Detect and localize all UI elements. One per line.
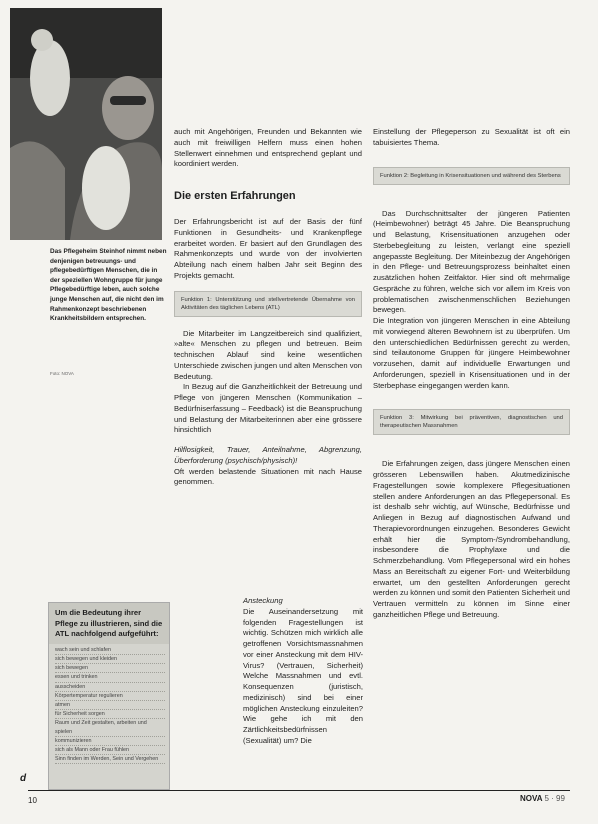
list-item: kommunizieren: [55, 737, 165, 746]
magazine-issue: [520, 794, 565, 803]
issue-number: 5 · 99: [544, 794, 565, 803]
column-middle-lower: [243, 596, 363, 747]
photo-person-with-bird: [10, 8, 162, 240]
section-heading: Die ersten Erfahrungen: [174, 190, 296, 202]
list-item: sich als Mann oder Frau fühlen: [55, 746, 165, 755]
list-item: sich bewegen und kleiden: [55, 655, 165, 664]
paragraph: Der Erfahrungsbericht ist auf der Basis der fünf Funktionen in Gesundheits- und Krankenpflege erarbeitet worden. Er basiert auf den Grundlagen des Rahmenkonzepts und wurde von der involvierten Abteilung nach einem halben Jahr seit Beginn des Projekts gemacht.: [174, 217, 362, 280]
paragraph: Oft werden belastende Situationen mit nach Hause genommen.: [174, 466, 362, 487]
paragraph: Die Auseinandersetzung mit folgenden Fragestellungen ist wichtig. Schützen mich wirklich alle getroffenen Vorsichtsmassnahmen vor einer Ansteckung mit dem HIV-Virus? (Vertrauen, Sicherheit) Welche Massnahmen und evtl. Konsequenzen (juristisch, medizinisch) sind bei einer möglichen Ansteckung einzuleiten? Wie gehe ich mit den Zärtlichkeitsbedürfnissen (Sexualität) um? Die: [243, 606, 363, 745]
subheading: Ansteckung: [243, 596, 283, 605]
magazine-name: NOVA: [520, 794, 543, 803]
footer-rule: [28, 790, 570, 791]
photo-caption: [50, 247, 168, 324]
list-item: Raum und Zeit gestalten, arbeiten und spielen: [55, 719, 165, 736]
paragraph: auch mit Angehörigen, Freunden und Bekannten wie auch mit freiwilligen Helfern muss einen hohen Stellenwert einnehmen und entsprechend geplant und koordiniert werden.: [174, 127, 362, 169]
column-right: [373, 127, 570, 621]
photo-credit: Foto: NOVA: [50, 371, 74, 376]
page-number: 10: [28, 796, 37, 805]
paragraph: In Bezug auf die Ganzheitlichkeit der Betreuung und Pflege von jüngeren Menschen (Kommunikation – Bedürfniserfassung – Feedback) ist die Beanspruchung und Belastung der Mitarbeiterinnen aber eine grössere hinsichtlich: [174, 382, 362, 435]
italic-paragraph: Hilflosigkeit, Trauer, Anteilnahme, Abgrenzung, Überforderung (psychisch/physisch)!: [174, 445, 362, 465]
atl-list: [49, 644, 169, 765]
list-item: Körpertemperatur regulieren: [55, 692, 165, 701]
paragraph: Die Integration von jüngeren Menschen in eine Abteilung mit vorwiegend älteren Bewohnern ist zu überprüfen. Um den unterschiedlichen Bedürfnissen gerecht zu werden, sind teilautonome Gruppen für jüngere Heimbewohner vorzusehen, damit auf individuelle Erwartungen und Anforderungen, speziell in Krisensituationen und in der Sterbephase eingegangen werden kann.: [373, 316, 570, 390]
sidebox-title: Um die Bedeutung ihrer Pflege zu illustrieren, sind die ATL nachfolgend aufgeführt:: [49, 603, 169, 644]
function-box-1: Funktion 1: Unterstützung und stellvertretende Übernahme von Aktivitäten des täglichen Lebens (ATL): [174, 291, 362, 317]
list-item: atmen: [55, 701, 165, 710]
list-item: sich bewegen: [55, 664, 165, 673]
atl-sidebox: [48, 602, 170, 790]
list-item: wach sein und schlafen: [55, 646, 165, 655]
paragraph: Die Mitarbeiter im Langzeitbereich sind qualifiziert, »alte« Menschen zu pflegen und betreuen. Beim technischen Ablauf sind keine wesentlichen Unterschiede zwischen jungen und alten Menschen von Bedeutung.: [174, 328, 362, 381]
edge-letter: d: [20, 773, 27, 784]
function-box-3: Funktion 3: Mitwirkung bei präventiven, diagnostischen und therapeutischen Massnahmen: [373, 409, 570, 435]
column-middle-upper: [174, 127, 362, 488]
function-box-2: Funktion 2: Begleitung in Krisensituationen und während des Sterbens: [373, 167, 570, 185]
paragraph: Die Erfahrungen zeigen, dass jüngere Menschen einen grösseren Lebenswillen haben. Akutmedizinische Fragestellungen sowie komplexere Pflegesituationen stellen andere Anforderungen an das Pflegepersonal. Es ist deshalb sehr wichtig, auf Wünsche, Bedürfnisse und Anliegen in Bezug auf diagnostischen Aufwand und Therapievorordnungen einzugehen. Besonderes Gewicht erhält hier die Symptom-/Syndrombehandlung, insbesondere die Prophylaxe und die Schmerzbehandlung. Vom Pflegepersonal wird ein hohes Mass an Bereitschaft zu eigener Fort- und Weiterbildung erwartet, um den gestellten Anforderungen gerecht werden zu können und somit den Patienten Sicherheit und Vertrauen vermitteln zu können im Sinne einer ganzheitlichen Pflege und Betreuung.: [373, 459, 570, 619]
list-item: Sinn finden im Werden, Sein und Vergehen: [55, 755, 165, 764]
caption-text: Das Pflegeheim Steinhof nimmt neben denjenigen betreuungs- und pflegebedürftigen Menschen, die in der speziellen Wohngruppe für junge Pflegebedürftige leben, auch solche junge Menschen auf, die nicht den im Rahmenkonzept beschriebenen Krankheitsbildern entsprechen.: [50, 248, 167, 323]
list-item: für Sicherheit sorgen: [55, 710, 165, 719]
paragraph: Das Durchschnittsalter der jüngeren Patienten (Heimbewohner) beträgt 45 Jahre. Die Beanspruchung und Belastung, Krisensituationen anzugehen oder Sterbebegleitung zu leisten, verlangt eine speziell angepasste Begleitung. Der Miteinbezug der Angehörigen in den Pflege- und Betreuungsprozess beinhaltet einen zusätzlichen hohen Zeitfaktor. Hier sind oft mehrmalige Gespräche zu führen, welche sich vor allem im Kreis von problematischen zwischenmenschlichen Beziehungen bewegen.: [373, 208, 570, 315]
list-item: ausscheiden: [55, 683, 165, 692]
list-item: essen und trinken: [55, 673, 165, 682]
paragraph: Einstellung der Pflegeperson zu Sexualität ist oft ein tabuisiertes Thema.: [373, 127, 570, 147]
